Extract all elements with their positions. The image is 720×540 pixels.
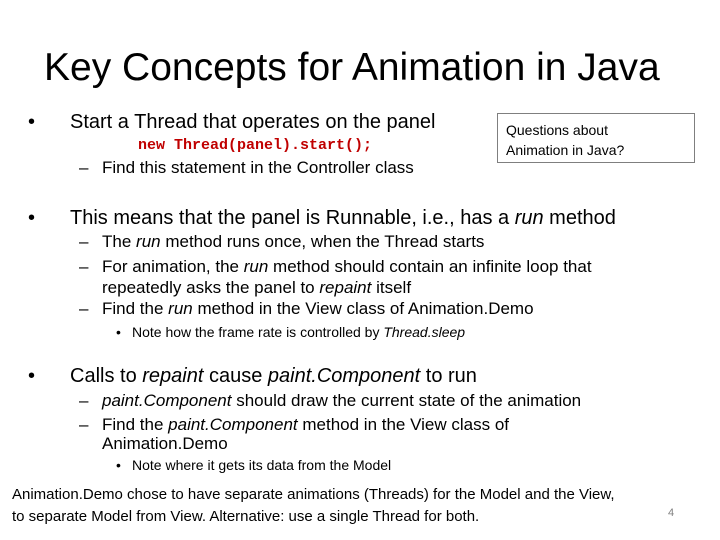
sub-bullet-run-once: The run method runs once, when the Thread starts (102, 232, 485, 251)
footer-line-1: Animation.Demo chose to have separate animations (Threads) for the Model and the View, (12, 486, 615, 503)
sub-bullet-infinite-loop: For animation, the run method should contain an infinite loop that (102, 257, 592, 276)
code-statement: new Thread(panel).start(); (138, 137, 373, 154)
sub-bullet-marker: – (79, 158, 89, 177)
callout-line-1: Questions about (506, 122, 608, 138)
slide-title: Key Concepts for Animation in Java (44, 46, 660, 89)
footer-line-2: to separate Model from View. Alternative: use a single Thread for both. (12, 508, 480, 525)
sub-bullet-find-run: Find the run method in the View class of Animation.Demo (102, 299, 534, 318)
sub-bullet-find-paint-cont: Animation.Demo (102, 434, 228, 453)
sub-bullet-marker: – (79, 257, 89, 276)
sub-bullet-find-paint: Find the paint.Component method in the View class of (102, 415, 509, 434)
page-number: 4 (668, 507, 675, 519)
bullet-marker: • (28, 111, 36, 133)
note-marker: • (116, 324, 121, 340)
bullet-marker: • (28, 207, 36, 229)
sub-bullet-controller: Find this statement in the Controller class (102, 158, 414, 177)
sub-bullet-marker: – (79, 391, 89, 410)
note-frame-rate: Note how the frame rate is controlled by Thread.sleep (132, 324, 466, 340)
bullet-runnable: This means that the panel is Runnable, i.e., has a run method (70, 207, 616, 229)
bullet-repaint: Calls to repaint cause paint.Component to run (70, 365, 477, 387)
sub-bullet-marker: – (79, 299, 89, 318)
questions-callout-box (497, 113, 695, 163)
callout-line-2: Animation in Java? (506, 142, 625, 158)
bullet-marker: • (28, 365, 36, 387)
bullet-start-thread: Start a Thread that operates on the panel (70, 111, 436, 133)
sub-bullet-draw-state: paint.Component should draw the current state of the animation (102, 391, 582, 410)
sub-bullet-marker: – (79, 415, 89, 434)
sub-bullet-marker: – (79, 232, 89, 251)
note-marker: • (116, 457, 121, 473)
note-model-data: Note where it gets its data from the Model (132, 457, 392, 473)
sub-bullet-infinite-loop-cont: repeatedly asks the panel to repaint itself (102, 278, 412, 297)
